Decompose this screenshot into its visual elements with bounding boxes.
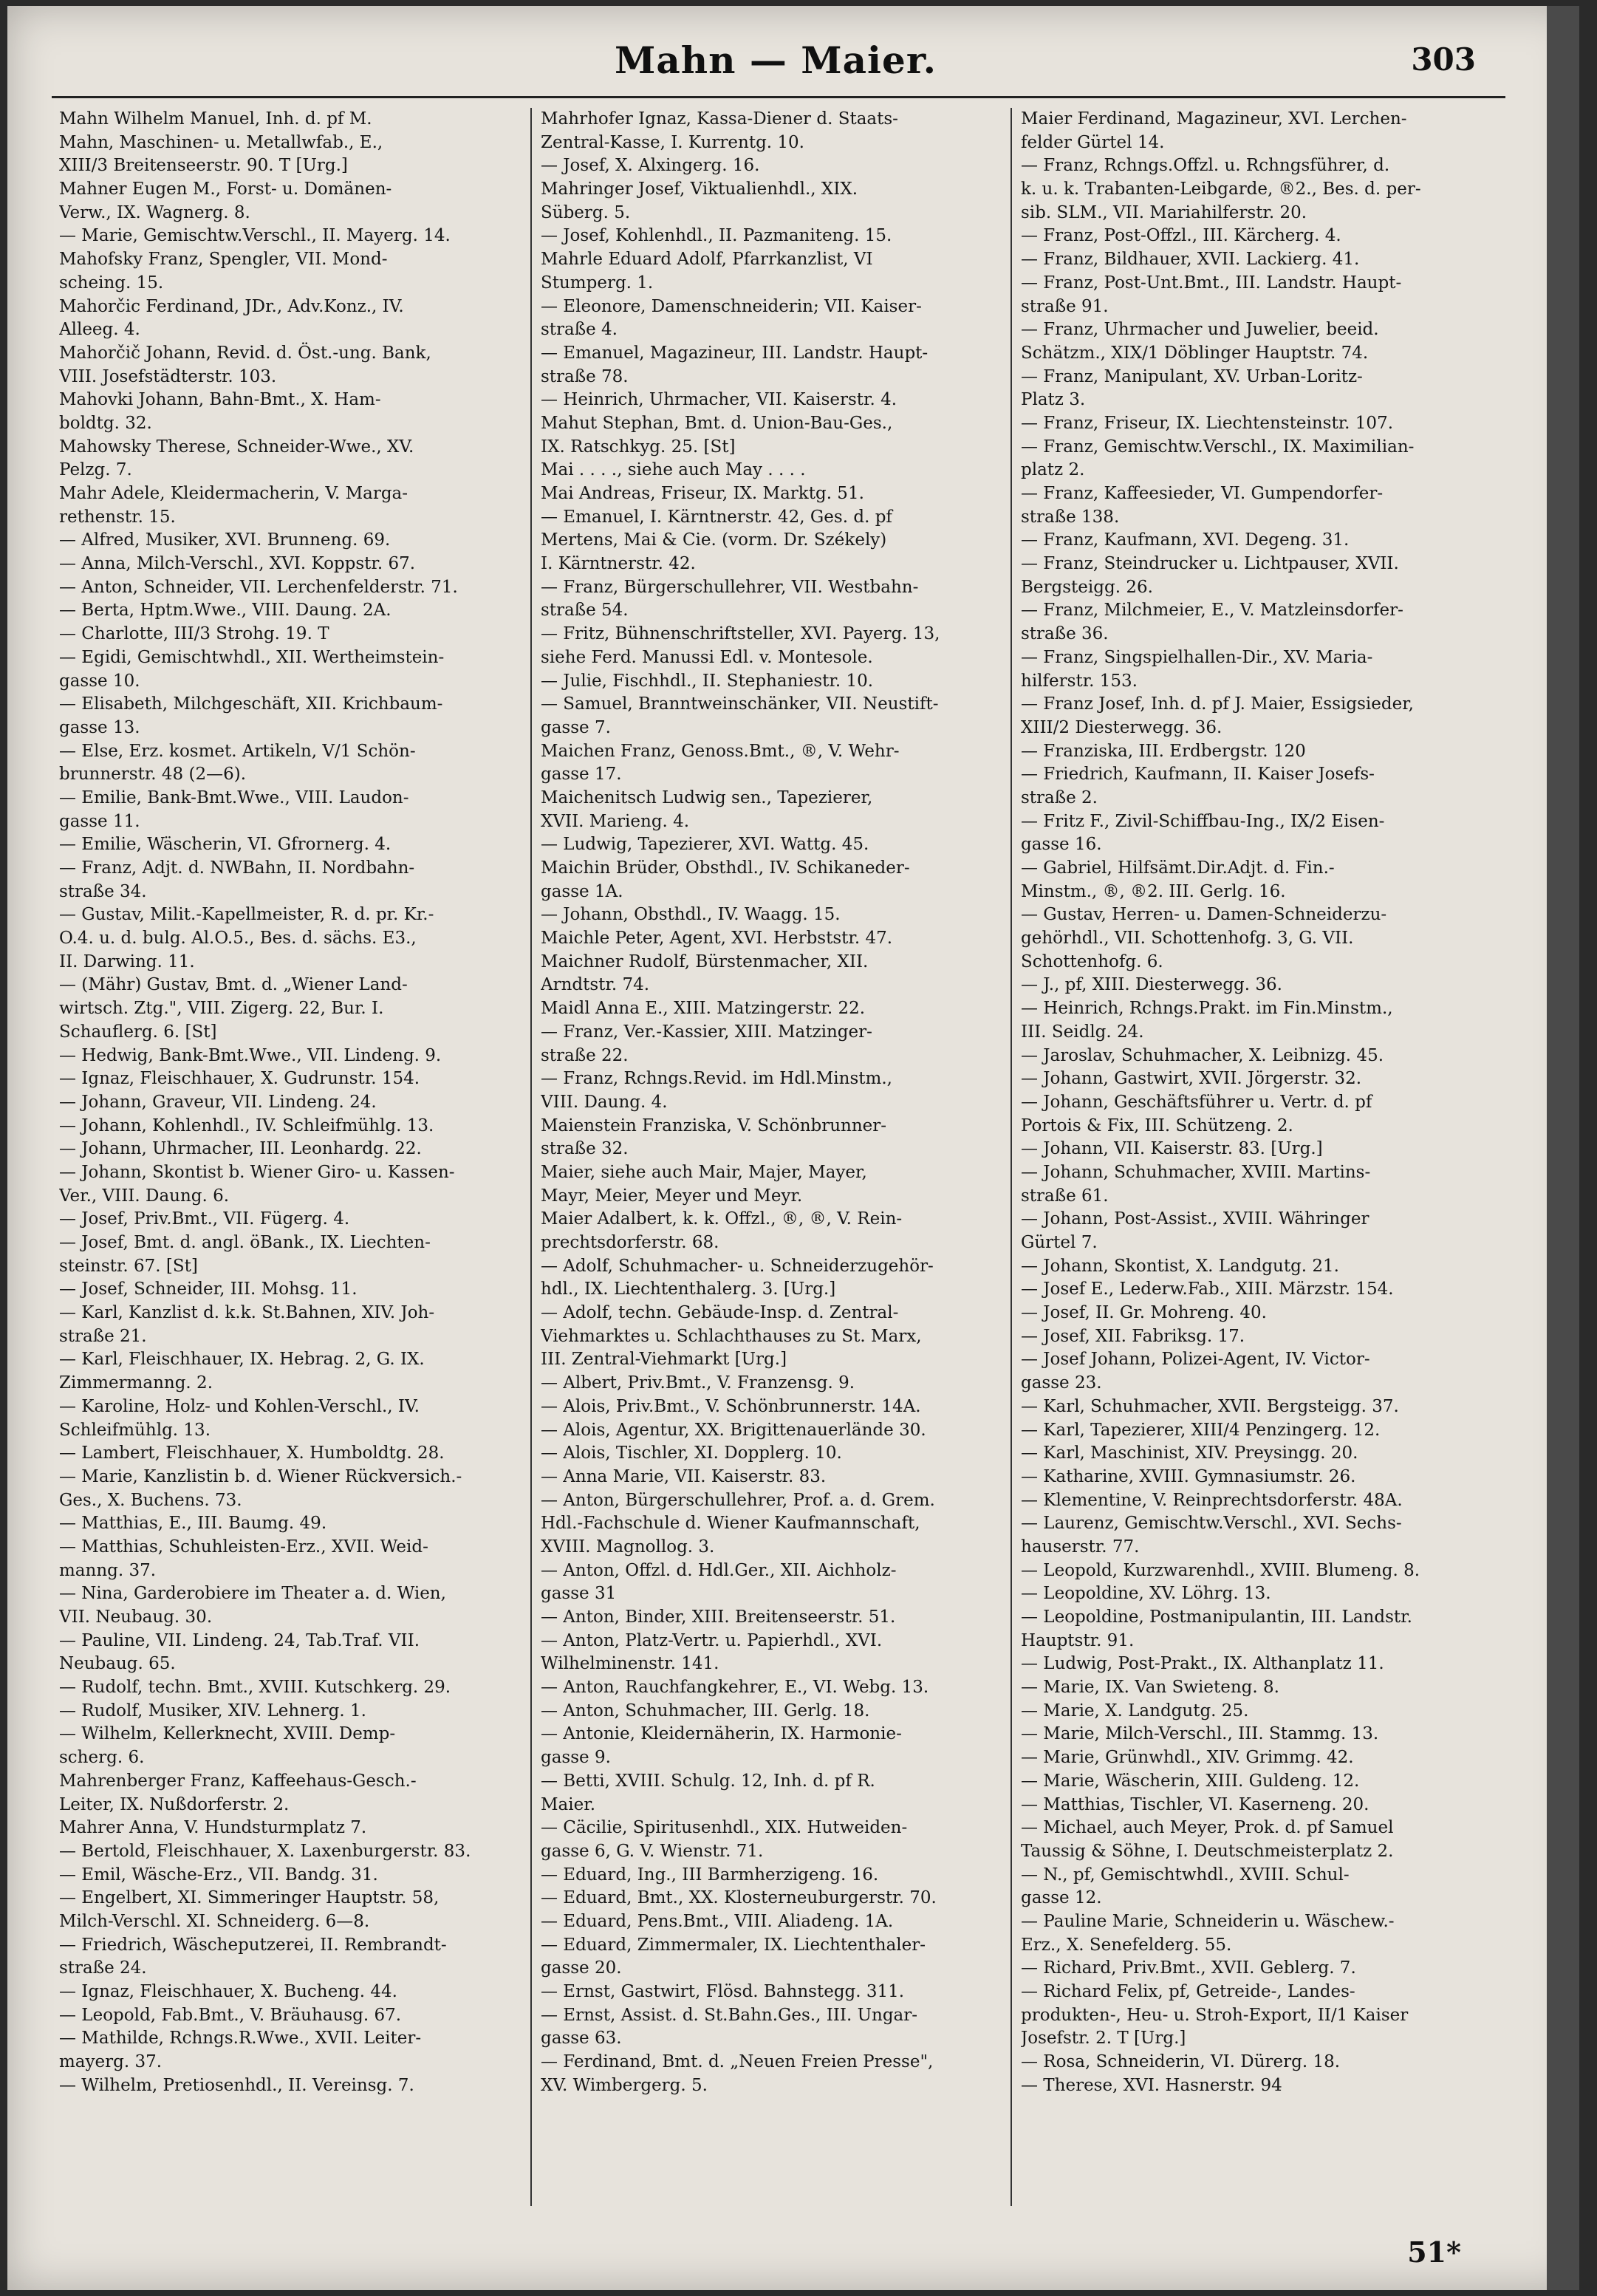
directory-entry-line: Maienstein Franziska, V. Schönbrunner- (541, 1115, 887, 1135)
directory-entry-line: — Ludwig, Post-Prakt., IX. Althanplatz 11. (1021, 1654, 1384, 1674)
directory-entry-line: — Charlotte, III/3 Strohg. 19. T (59, 624, 329, 644)
directory-page (7, 6, 1579, 2290)
directory-entry-line: IX. Ratschkyg. 25. [St] (541, 437, 736, 457)
directory-entry-line: — Johann, Schuhmacher, XVIII. Martins- (1021, 1162, 1371, 1182)
directory-entry-line: Mahringer Josef, Viktualienhdl., XIX. (541, 180, 858, 199)
directory-entry-line: — Heinrich, Rchngs.Prakt. im Fin.Minstm., (1021, 999, 1393, 1019)
directory-entry-line: produkten-, Heu- u. Stroh-Export, II/1 Kaiser (1021, 2005, 1409, 2025)
directory-entry-line: Ges., X. Buchens. 73. (59, 1490, 242, 1510)
directory-entry-line: — Emilie, Wäscherin, VI. Gfrornerg. 4. (59, 835, 391, 855)
directory-entry-line: — Pauline, VII. Lindeng. 24, Tab.Traf. VII. (59, 1630, 420, 1650)
directory-entry-line: — Johann, Obsthdl., IV. Waagg. 15. (541, 905, 841, 925)
directory-entry-line: Ver., VIII. Daung. 6. (59, 1186, 230, 1206)
directory-entry-line: — Ernst, Assist. d. St.Bahn.Ges., III. Ungar- (541, 2005, 918, 2025)
directory-entry-line: gasse 1A. (541, 881, 623, 901)
directory-entry-line: — Matthias, Schuhleisten-Erz., XVII. Weid- (59, 1537, 428, 1557)
directory-entry-line: — Therese, XVI. Hasnerstr. 94 (1021, 2075, 1282, 2095)
directory-entry-line: III. Zentral-Viehmarkt [Urg.] (541, 1350, 787, 1370)
directory-entry-line: — Anton, Rauchfangkehrer, E., VI. Webg. 13. (541, 1678, 929, 1698)
directory-entry-line: Alleeg. 4. (59, 320, 140, 340)
directory-entry-line: — Marie, Milch-Verschl., III. Stammg. 13. (1021, 1724, 1379, 1744)
directory-entry-line: Mahner Eugen M., Forst- u. Domänen- (59, 180, 392, 199)
directory-entry-line: — Eduard, Bmt., XX. Klosterneuburgerstr. 70. (541, 1888, 937, 1908)
directory-entry-line: — Emil, Wäsche-Erz., VII. Bandg. 31. (59, 1865, 378, 1885)
directory-entry-line: — Emanuel, I. Kärntnerstr. 42, Ges. d. pf (541, 507, 892, 527)
directory-entry-line: — Julie, Fischhdl., II. Stephaniestr. 10. (541, 671, 874, 691)
directory-entry-line: — Franz, Rchngs.Revid. im Hdl.Minstm., (541, 1069, 892, 1089)
directory-entry-line: gasse 11. (59, 811, 140, 831)
directory-entry-line: Mahut Stephan, Bmt. d. Union-Bau-Ges., (541, 413, 893, 433)
directory-entry-line: — Eduard, Ing., III Barmherzigeng. 16. (541, 1865, 879, 1885)
directory-entry-line: — Marie, X. Landgutg. 25. (1021, 1701, 1249, 1721)
directory-entry-line: manng. 37. (59, 1560, 157, 1580)
directory-entry-line: — Franz, Singspielhallen-Dir., XV. Maria- (1021, 647, 1373, 667)
directory-entry-line: hauserstr. 77. (1021, 1537, 1140, 1557)
directory-entry-line: — Rudolf, Musiker, XIV. Lehnerg. 1. (59, 1701, 366, 1721)
directory-entry-line: — Jaroslav, Schuhmacher, X. Leibnizg. 45. (1021, 1045, 1384, 1065)
directory-entry-line: Maichle Peter, Agent, XVI. Herbststr. 47. (541, 929, 893, 949)
directory-entry-line: O.4. u. d. bulg. Al.O.5., Bes. d. sächs. E3., (59, 929, 417, 949)
directory-entry-line: — Engelbert, XI. Simmeringer Hauptstr. 58, (59, 1888, 440, 1908)
directory-entry-line: straße 21. (59, 1326, 147, 1346)
directory-entry-line: — Wilhelm, Pretiosenhdl., II. Vereinsg. 7. (59, 2075, 414, 2095)
directory-entry-line: XV. Wimbergerg. 5. (541, 2075, 708, 2095)
directory-entry-line: XVIII. Magnollog. 3. (541, 1537, 715, 1557)
directory-entry-line: wirtsch. Ztg.", VIII. Zigerg. 22, Bur. I. (59, 999, 384, 1019)
directory-entry-line: III. Seidlg. 24. (1021, 1022, 1144, 1042)
directory-entry-line: I. Kärntnerstr. 42. (541, 554, 696, 574)
page-header-title: Mahn — Maier. (615, 38, 937, 82)
directory-entry-line: — Marie, Grünwhdl., XIV. Grimmg. 42. (1021, 1748, 1354, 1768)
directory-entry-line: — Rudolf, techn. Bmt., XVIII. Kutschkerg. 29. (59, 1678, 451, 1698)
directory-entry-line: — Alois, Tischler, XI. Dopplerg. 10. (541, 1443, 842, 1463)
directory-entry-line: — Samuel, Branntweinschänker, VII. Neustift- (541, 694, 939, 714)
directory-entry-line: Mahofsky Franz, Spengler, VII. Mond- (59, 250, 388, 270)
directory-entry-line: Mahowsky Therese, Schneider-Wwe., XV. (59, 437, 414, 457)
header-rule (52, 96, 1505, 98)
directory-entry-line: — Leopold, Fab.Bmt., V. Bräuhausg. 67. (59, 2005, 402, 2025)
directory-entry-line: gasse 23. (1021, 1373, 1102, 1393)
directory-entry-line: — Josef, XII. Fabriksg. 17. (1021, 1326, 1245, 1346)
directory-entry-line: Maichenitsch Ludwig sen., Tapezierer, (541, 787, 873, 807)
directory-entry-line: — Matthias, Tischler, VI. Kaserneng. 20. (1021, 1794, 1369, 1814)
directory-entry-line: — Emanuel, Magazineur, III. Landstr. Haupt- (541, 343, 929, 363)
directory-entry-line: k. u. k. Trabanten-Leibgarde, ®2., Bes. d. per- (1021, 180, 1421, 199)
directory-entry-line: — Josef, Kohlenhdl., II. Pazmanitenɡ. 15. (541, 226, 892, 246)
directory-entry-line: XIII/2 Diesterwegg. 36. (1021, 717, 1222, 737)
directory-entry-line: — Anton, Schneider, VII. Lerchenfelderstr. 71. (59, 577, 458, 597)
directory-entry-line: — Marie, Wäscherin, XIII. Guldeng. 12. (1021, 1771, 1360, 1791)
directory-entry-line: — Anton, Bürgerschullehrer, Prof. a. d. Grem. (541, 1490, 935, 1510)
directory-entry-line: XIII/3 Breitenseerstr. 90. T [Urg.] (59, 156, 348, 176)
directory-entry-line: — Cäcilie, Spiritusenhdl., XIX. Hutweiden- (541, 1818, 908, 1838)
directory-entry-line: Maidl Anna E., XIII. Matzingerstr. 22. (541, 999, 866, 1019)
directory-entry-line: — Johann, Post-Assist., XVIII. Währinger (1021, 1209, 1369, 1229)
directory-entry-line: Mahrer Anna, V. Hundsturmplatz 7. (59, 1818, 367, 1838)
directory-entry-line: — Marie, IX. Van Swieteng. 8. (1021, 1678, 1279, 1698)
directory-entry-line: — J., pf, XIII. Diesterwegg. 36. (1021, 975, 1282, 995)
directory-entry-line: — Mathilde, Rchngs.R.Wwe., XVII. Leiter- (59, 2029, 422, 2049)
directory-entry-line: — Franz, Adjt. d. NWBahn, II. Nordbahn- (59, 858, 415, 878)
directory-entry-line: — Ernst, Gastwirt, Flösd. Bahnstegg. 311. (541, 1982, 905, 2001)
directory-entry-line: scheing. 15. (59, 273, 164, 293)
page-edge (1547, 6, 1579, 2290)
directory-entry-line: Hauptstr. 91. (1021, 1630, 1135, 1650)
directory-entry-line: straße 78. (541, 366, 629, 386)
directory-entry-line: VII. Neubaug. 30. (59, 1607, 213, 1627)
directory-entry-line: — Friedrich, Kaufmann, II. Kaiser Josefs- (1021, 765, 1375, 785)
directory-entry-line: — Franz, Bildhauer, XVII. Lackierg. 41. (1021, 250, 1360, 270)
directory-entry-line: — Franz, Post-Offzl., III. Kärcherg. 4. (1021, 226, 1341, 246)
directory-entry-line: — Friedrich, Wäscheputzerei, II. Rembrandt- (59, 1935, 447, 1955)
directory-entry-line: — Gustav, Herren- u. Damen-Schneiderzu- (1021, 905, 1387, 925)
directory-entry-line: — Johann, Gastwirt, XVII. Jörgerstr. 32. (1021, 1069, 1362, 1089)
directory-entry-line: gasse 10. (59, 671, 140, 691)
directory-entry-line: straße 138. (1021, 507, 1120, 527)
directory-entry-line: — Michael, auch Meyer, Prok. d. pf Samuel (1021, 1818, 1394, 1838)
directory-entry-line: Mahovki Johann, Bahn-Bmt., X. Ham- (59, 390, 381, 410)
directory-entry-line: — Franz, Milchmeier, E., V. Matzleinsdorfer- (1021, 601, 1403, 621)
column-1 (59, 108, 520, 2097)
directory-entry-line: straße 54. (541, 601, 629, 621)
directory-entry-line: — Katharine, XVIII. Gymnasiumstr. 26. (1021, 1466, 1356, 1486)
directory-entry-line: Süberg. 5. (541, 202, 631, 222)
column-divider (530, 108, 532, 2206)
directory-entry-line: — Johann, Graveur, VII. Lindeng. 24. (59, 1092, 377, 1112)
directory-entry-line: VIII. Daung. 4. (541, 1092, 668, 1112)
directory-entry-line: — Alois, Priv.Bmt., V. Schönbrunnerstr. 14A. (541, 1396, 921, 1416)
directory-entry-line: — Franz, Post-Unt.Bmt., III. Landstr. Haupt- (1021, 273, 1402, 293)
directory-entry-line: — Josef, Bmt. d. angl. öBank., IX. Liechten- (59, 1233, 431, 1252)
directory-entry-line: — Karl, Fleischhauer, IX. Hebrag. 2, G. IX. (59, 1350, 425, 1370)
directory-entry-line: — Ferdinand, Bmt. d. „Neuen Freien Presse", (541, 2052, 934, 2072)
directory-entry-line: — Matthias, E., III. Baumg. 49. (59, 1514, 327, 1534)
directory-entry-line: — Pauline Marie, Schneiderin u. Wäschew.- (1021, 1911, 1395, 1931)
directory-entry-line: — Alois, Agentur, XX. Brigittenauerlände 30. (541, 1420, 926, 1440)
directory-entry-line: Mai Andreas, Friseur, IX. Marktg. 51. (541, 484, 864, 503)
directory-entry-line: Mertens, Mai & Cie. (vorm. Dr. Székely) (541, 530, 887, 550)
directory-entry-line: Viehmarktes u. Schlachthauses zu St. Marx, (541, 1326, 922, 1346)
directory-entry-line: straße 24. (59, 1958, 147, 1978)
directory-entry-line: — Karl, Schuhmacher, XVII. Bergsteigg. 37. (1021, 1396, 1399, 1416)
directory-entry-line: — Elisabeth, Milchgeschäft, XII. Krichbaum- (59, 694, 443, 714)
directory-entry-line: — Richard, Priv.Bmt., XVII. Geblerg. 7. (1021, 1958, 1356, 1978)
directory-entry-line: — Anton, Binder, XIII. Breitenseerstr. 51. (541, 1607, 896, 1627)
directory-entry-line: steinstr. 67. [St] (59, 1256, 198, 1276)
directory-entry-line: — Fritz F., Zivil-Schiffbau-Ing., IX/2 Eisen- (1021, 811, 1385, 831)
directory-entry-line: gasse 63. (541, 2029, 622, 2049)
directory-entry-line: straße 2. (1021, 787, 1098, 807)
directory-entry-line: Mahorčič Johann, Revid. d. Öst.-ung. Bank, (59, 343, 431, 363)
directory-entry-line: Stumperg. 1. (541, 273, 654, 293)
directory-entry-line: — Gustav, Milit.-Kapellmeister, R. d. pr. Kr.- (59, 905, 434, 925)
directory-entry-line: — Franz Josef, Inh. d. pf J. Maier, Essigsieder, (1021, 694, 1414, 714)
directory-entry-line: Leiter, IX. Nußdorferstr. 2. (59, 1794, 290, 1814)
directory-entry-line: VIII. Josefstädterstr. 103. (59, 366, 277, 386)
directory-entry-line: — Eduard, Zimmermaler, IX. Liechtenthaler- (541, 1935, 926, 1955)
directory-entry-line: — Johann, Skontist, X. Landgutg. 21. (1021, 1256, 1339, 1276)
directory-entry-line: Taussig & Söhne, I. Deutschmeisterplatz 2. (1021, 1841, 1394, 1861)
directory-entry-line: — Franz, Kaffeesieder, VI. Gumpendorfer- (1021, 484, 1384, 503)
directory-entry-line: — Josef Johann, Polizei-Agent, IV. Victor- (1021, 1350, 1370, 1370)
directory-entry-line: Mahrle Eduard Adolf, Pfarrkanzlist, VI (541, 250, 873, 270)
directory-entry-line: — Wilhelm, Kellerknecht, XVIII. Demp- (59, 1724, 396, 1744)
directory-entry-line: Schleifmühlg. 13. (59, 1420, 211, 1440)
directory-entry-line: Verw., IX. Wagnerg. 8. (59, 202, 250, 222)
directory-entry-line: — Hedwig, Bank-Bmt.Wwe., VII. Lindeng. 9. (59, 1045, 442, 1065)
directory-entry-line: Maichen Franz, Genoss.Bmt., ®, V. Wehr- (541, 741, 900, 761)
directory-entry-line: brunnerstr. 48 (2—6). (59, 765, 246, 785)
directory-entry-line: — Franz, Steindrucker u. Lichtpauser, XVII. (1021, 554, 1399, 574)
directory-entry-line: — Franz, Rchngs.Offzl. u. Rchngsführer, d. (1021, 156, 1390, 176)
directory-entry-line: — Anton, Schuhmacher, III. Gerlg. 18. (541, 1701, 870, 1721)
directory-entry-line: — Josef, II. Gr. Mohreng. 40. (1021, 1303, 1267, 1323)
directory-entry-line: — Emilie, Bank-Bmt.Wwe., VIII. Laudon- (59, 787, 409, 807)
directory-entry-line: Maichin Brüder, Obsthdl., IV. Schikaneder- (541, 858, 910, 878)
directory-entry-line: straße 34. (59, 881, 147, 901)
column-divider (1010, 108, 1012, 2206)
directory-entry-line: — Johann, Skontist b. Wiener Giro- u. Kassen- (59, 1162, 455, 1182)
column-3 (1021, 108, 1482, 2097)
directory-entry-line: — Ignaz, Fleischhauer, X. Bucheng. 44. (59, 1982, 397, 2001)
directory-entry-line: — Franz, Bürgerschullehrer, VII. Westbahn- (541, 577, 919, 597)
directory-entry-line: — Leopold, Kurzwarenhdl., XVIII. Blumeng. 8. (1021, 1560, 1420, 1580)
directory-entry-line: — Albert, Priv.Bmt., V. Franzensg. 9. (541, 1373, 855, 1393)
directory-entry-line: gasse 13. (59, 717, 140, 737)
directory-entry-line: gasse 17. (541, 765, 622, 785)
directory-entry-line: — Josef, X. Alxingerg. 16. (541, 156, 760, 176)
directory-entry-line: — Josef, Schneider, III. Mohsg. 11. (59, 1279, 358, 1299)
directory-entry-line: Zentral-Kasse, I. Kurrentg. 10. (541, 132, 804, 152)
column-2 (541, 108, 1002, 2097)
directory-entry-line: — Eleonore, Damenschneiderin; VII. Kaiser- (541, 296, 922, 316)
directory-entry-line: Minstm., ®, ®2. III. Gerlg. 16. (1021, 881, 1286, 901)
directory-entry-line: — Johann, VII. Kaiserstr. 83. [Urg.] (1021, 1139, 1323, 1159)
directory-entry-line: rethenstr. 15. (59, 507, 176, 527)
directory-entry-line: felder Gürtel 14. (1021, 132, 1165, 152)
directory-entry-line: — Leopoldine, XV. Löhrg. 13. (1021, 1584, 1271, 1604)
directory-entry-line: XVII. Marieng. 4. (541, 811, 690, 831)
directory-entry-line: — Anna Marie, VII. Kaiserstr. 83. (541, 1466, 827, 1486)
directory-entry-line: straße 4. (541, 320, 618, 340)
directory-entry-line: — Franz, Friseur, IX. Liechtensteinstr. 107. (1021, 413, 1394, 433)
directory-entry-line: — Marie, Gemischtw.Verschl., II. Mayerg. 14. (59, 226, 451, 246)
directory-entry-line: hdl., IX. Liechtenthalerg. 3. [Urg.] (541, 1279, 836, 1299)
directory-entry-line: — N., pf, Gemischtwhdl., XVIII. Schul- (1021, 1865, 1350, 1885)
directory-entry-line: — Karl, Tapezierer, XIII/4 Penzingerg. 12. (1021, 1420, 1381, 1440)
directory-entry-line: Mahrenberger Franz, Kaffeehaus-Gesch.- (59, 1771, 417, 1791)
directory-entry-line: — Else, Erz. kosmet. Artikeln, V/1 Schön- (59, 741, 416, 761)
directory-entry-line: Mahr Adele, Kleidermacherin, V. Marga- (59, 484, 408, 503)
directory-entry-line: Arndtstr. 74. (541, 975, 650, 995)
directory-entry-line: — Ignaz, Fleischhauer, X. Gudrunstr. 154. (59, 1069, 420, 1089)
directory-entry-line: — Johann, Geschäftsführer u. Vertr. d. pf (1021, 1092, 1372, 1112)
directory-entry-line: Milch-Verschl. XI. Schneiderg. 6—8. (59, 1911, 370, 1931)
directory-entry-line: Maier, siehe auch Mair, Majer, Mayer, (541, 1162, 867, 1182)
directory-entry-line: gehörhdl., VII. Schottenhofg. 3, G. VII. (1021, 929, 1354, 949)
directory-entry-line: — Franz, Kaufmann, XVI. Degeng. 31. (1021, 530, 1350, 550)
directory-entry-line: — Franz, Manipulant, XV. Urban-Loritz- (1021, 366, 1363, 386)
directory-entry-line: — Franz, Uhrmacher und Juwelier, beeid. (1021, 320, 1379, 340)
directory-entry-line: — Adolf, techn. Gebäude-Insp. d. Zentral- (541, 1303, 899, 1323)
directory-entry-line: Maier Ferdinand, Magazineur, XVI. Lerchen- (1021, 109, 1407, 129)
directory-entry-line: Zimmermanng. 2. (59, 1373, 213, 1393)
directory-entry-line: platz 2. (1021, 460, 1085, 480)
directory-entry-line: gasse 12. (1021, 1888, 1102, 1908)
directory-entry-line: — Alfred, Musiker, XVI. Brunneng. 69. (59, 530, 391, 550)
directory-entry-line: — Johann, Uhrmacher, III. Leonhardg. 22. (59, 1139, 422, 1159)
directory-entry-line: straße 61. (1021, 1186, 1109, 1206)
directory-entry-line: Wilhelminenstr. 141. (541, 1654, 719, 1674)
directory-entry-line: Schottenhofg. 6. (1021, 951, 1163, 971)
directory-entry-line: — Bertold, Fleischhauer, X. Laxenburgerstr. 83. (59, 1841, 471, 1861)
directory-entry-line: Hdl.-Fachschule d. Wiener Kaufmannschaft, (541, 1514, 920, 1534)
directory-entry-line: — Karoline, Holz- und Kohlen-Verschl., IV. (59, 1396, 420, 1416)
directory-entry-line: — Johann, Kohlenhdl., IV. Schleifmühlg. 13. (59, 1115, 434, 1135)
directory-entry-line: — Franz, Ver.-Kassier, XIII. Matzinger- (541, 1022, 872, 1042)
directory-entry-line: Platz 3. (1021, 390, 1086, 410)
directory-entry-line: — Gabriel, Hilfsämt.Dir.Adjt. d. Fin.- (1021, 858, 1335, 878)
directory-entry-line: Mahrhofer Ignaz, Kassa-Diener d. Staats- (541, 109, 898, 129)
directory-entry-line: — Marie, Kanzlistin b. d. Wiener Rückversich.- (59, 1466, 462, 1486)
directory-entry-line: — Betti, XVIII. Schulg. 12, Inh. d. pf R. (541, 1771, 875, 1791)
directory-entry-line: — Josef E., Lederw.Fab., XIII. Märzstr. 154. (1021, 1279, 1394, 1299)
directory-entry-line: — Karl, Maschinist, XIV. Preysingg. 20. (1021, 1443, 1358, 1463)
directory-entry-line: — Nina, Garderobiere im Theater a. d. Wien, (59, 1584, 446, 1604)
directory-entry-line: II. Darwing. 11. (59, 951, 195, 971)
directory-entry-line: — Josef, Priv.Bmt., VII. Fügerg. 4. (59, 1209, 350, 1229)
directory-entry-line: — Leopoldine, Postmanipulantin, III. Landstr. (1021, 1607, 1412, 1627)
directory-entry-line: — Klementine, V. Reinprechtsdorferstr. 48A. (1021, 1490, 1403, 1510)
directory-entry-line: — (Mähr) Gustav, Bmt. d. „Wiener Land- (59, 975, 408, 995)
directory-entry-line: Portois & Fix, III. Schützeng. 2. (1021, 1115, 1293, 1135)
directory-entry-line: — Fritz, Bühnenschriftsteller, XVI. Payerg. 13, (541, 624, 940, 644)
directory-entry-line: — Richard Felix, pf, Getreide-, Landes- (1021, 1982, 1355, 2001)
directory-entry-line: straße 36. (1021, 624, 1109, 644)
directory-entry-line: — Ludwig, Tapezierer, XVI. Wattg. 45. (541, 835, 869, 855)
directory-entry-line: Mai . . . ., siehe auch May . . . . (541, 460, 806, 480)
directory-entry-line: — Antonie, Kleidernäherin, IX. Harmonie- (541, 1724, 902, 1744)
directory-entry-line: scherg. 6. (59, 1748, 145, 1768)
directory-entry-line: Bergsteigg. 26. (1021, 577, 1153, 597)
directory-entry-line: prechtsdorferstr. 68. (541, 1233, 719, 1252)
directory-entry-line: Mayr, Meier, Meyer und Meyr. (541, 1186, 803, 1206)
directory-entry-line: gasse 31 (541, 1584, 617, 1604)
directory-entry-line: — Lambert, Fleischhauer, X. Humboldtg. 28. (59, 1443, 445, 1463)
directory-entry-line: Maichner Rudolf, Bürstenmacher, XII. (541, 951, 869, 971)
directory-entry-line: gasse 7. (541, 717, 611, 737)
directory-entry-line: straße 91. (1021, 296, 1109, 316)
directory-entry-line: Schauflerg. 6. [St] (59, 1022, 217, 1042)
directory-entry-line: — Laurenz, Gemischtw.Verschl., XVI. Sechs- (1021, 1514, 1402, 1534)
directory-entry-line: — Berta, Hptm.Wwe., VIII. Daung. 2A. (59, 601, 391, 621)
directory-entry-line: mayerg. 37. (59, 2052, 163, 2072)
directory-entry-line: Mahorčic Ferdinand, JDr., Adv.Konz., IV. (59, 296, 404, 316)
directory-entry-line: — Eduard, Pens.Bmt., VIII. Aliadeng. 1A. (541, 1911, 894, 1931)
directory-entry-line: straße 22. (541, 1045, 629, 1065)
directory-entry-line: gasse 6, G. V. Wienstr. 71. (541, 1841, 764, 1861)
printer-signature: 51* (1407, 2235, 1461, 2269)
directory-entry-line: boldtg. 32. (59, 413, 152, 433)
directory-entry-line: Pelzg. 7. (59, 460, 132, 480)
directory-entry-line: — Rosa, Schneiderin, VI. Dürerg. 18. (1021, 2052, 1341, 2072)
directory-entry-line: sib. SLM., VII. Mariahilferstr. 20. (1021, 202, 1307, 222)
directory-entry-line: gasse 16. (1021, 835, 1102, 855)
directory-entry-line: Erz., X. Senefelderg. 55. (1021, 1935, 1232, 1955)
directory-entry-line: Mahn, Maschinen- u. Metallwfab., E., (59, 132, 383, 152)
directory-entry-line: — Franz, Gemischtw.Verschl., IX. Maximilian- (1021, 437, 1415, 457)
directory-entry-line: Neubaug. 65. (59, 1654, 176, 1674)
directory-entry-line: — Adolf, Schuhmacher- u. Schneiderzugehör- (541, 1256, 934, 1276)
directory-entry-line: Gürtel 7. (1021, 1233, 1098, 1252)
directory-entry-line: Schätzm., XIX/1 Döblinger Hauptstr. 74. (1021, 343, 1369, 363)
directory-entry-line: Maier. (541, 1794, 596, 1814)
directory-entry-line: gasse 9. (541, 1748, 611, 1768)
directory-entry-line: hilferstr. 153. (1021, 671, 1138, 691)
directory-entry-line: — Anton, Platz-Vertr. u. Papierhdl., XVI. (541, 1630, 883, 1650)
directory-entry-line: — Egidi, Gemischtwhdl., XII. Wertheimstein- (59, 647, 445, 667)
directory-entry-line: — Anna, Milch-Verschl., XVI. Koppstr. 67. (59, 554, 416, 574)
directory-entry-line: Mahn Wilhelm Manuel, Inh. d. pf M. (59, 109, 372, 129)
directory-entry-line: — Heinrich, Uhrmacher, VII. Kaiserstr. 4. (541, 390, 897, 410)
directory-entry-line: gasse 20. (541, 1958, 622, 1978)
directory-entry-line: Maier Adalbert, k. k. Offzl., ®, ®, V. Rein- (541, 1209, 903, 1229)
directory-entry-line: — Karl, Kanzlist d. k.k. St.Bahnen, XIV. Joh- (59, 1303, 435, 1323)
directory-entry-line: — Franziska, III. Erdbergstr. 120 (1021, 741, 1306, 761)
directory-entry-line: siehe Ferd. Manussi Edl. v. Montesole. (541, 647, 873, 667)
directory-entry-line: Josefstr. 2. T [Urg.] (1021, 2029, 1186, 2049)
directory-entry-line: straße 32. (541, 1139, 629, 1159)
page-number: 303 (1411, 41, 1476, 78)
directory-entry-line: — Anton, Offzl. d. Hdl.Ger., XII. Aichholz- (541, 1560, 897, 1580)
